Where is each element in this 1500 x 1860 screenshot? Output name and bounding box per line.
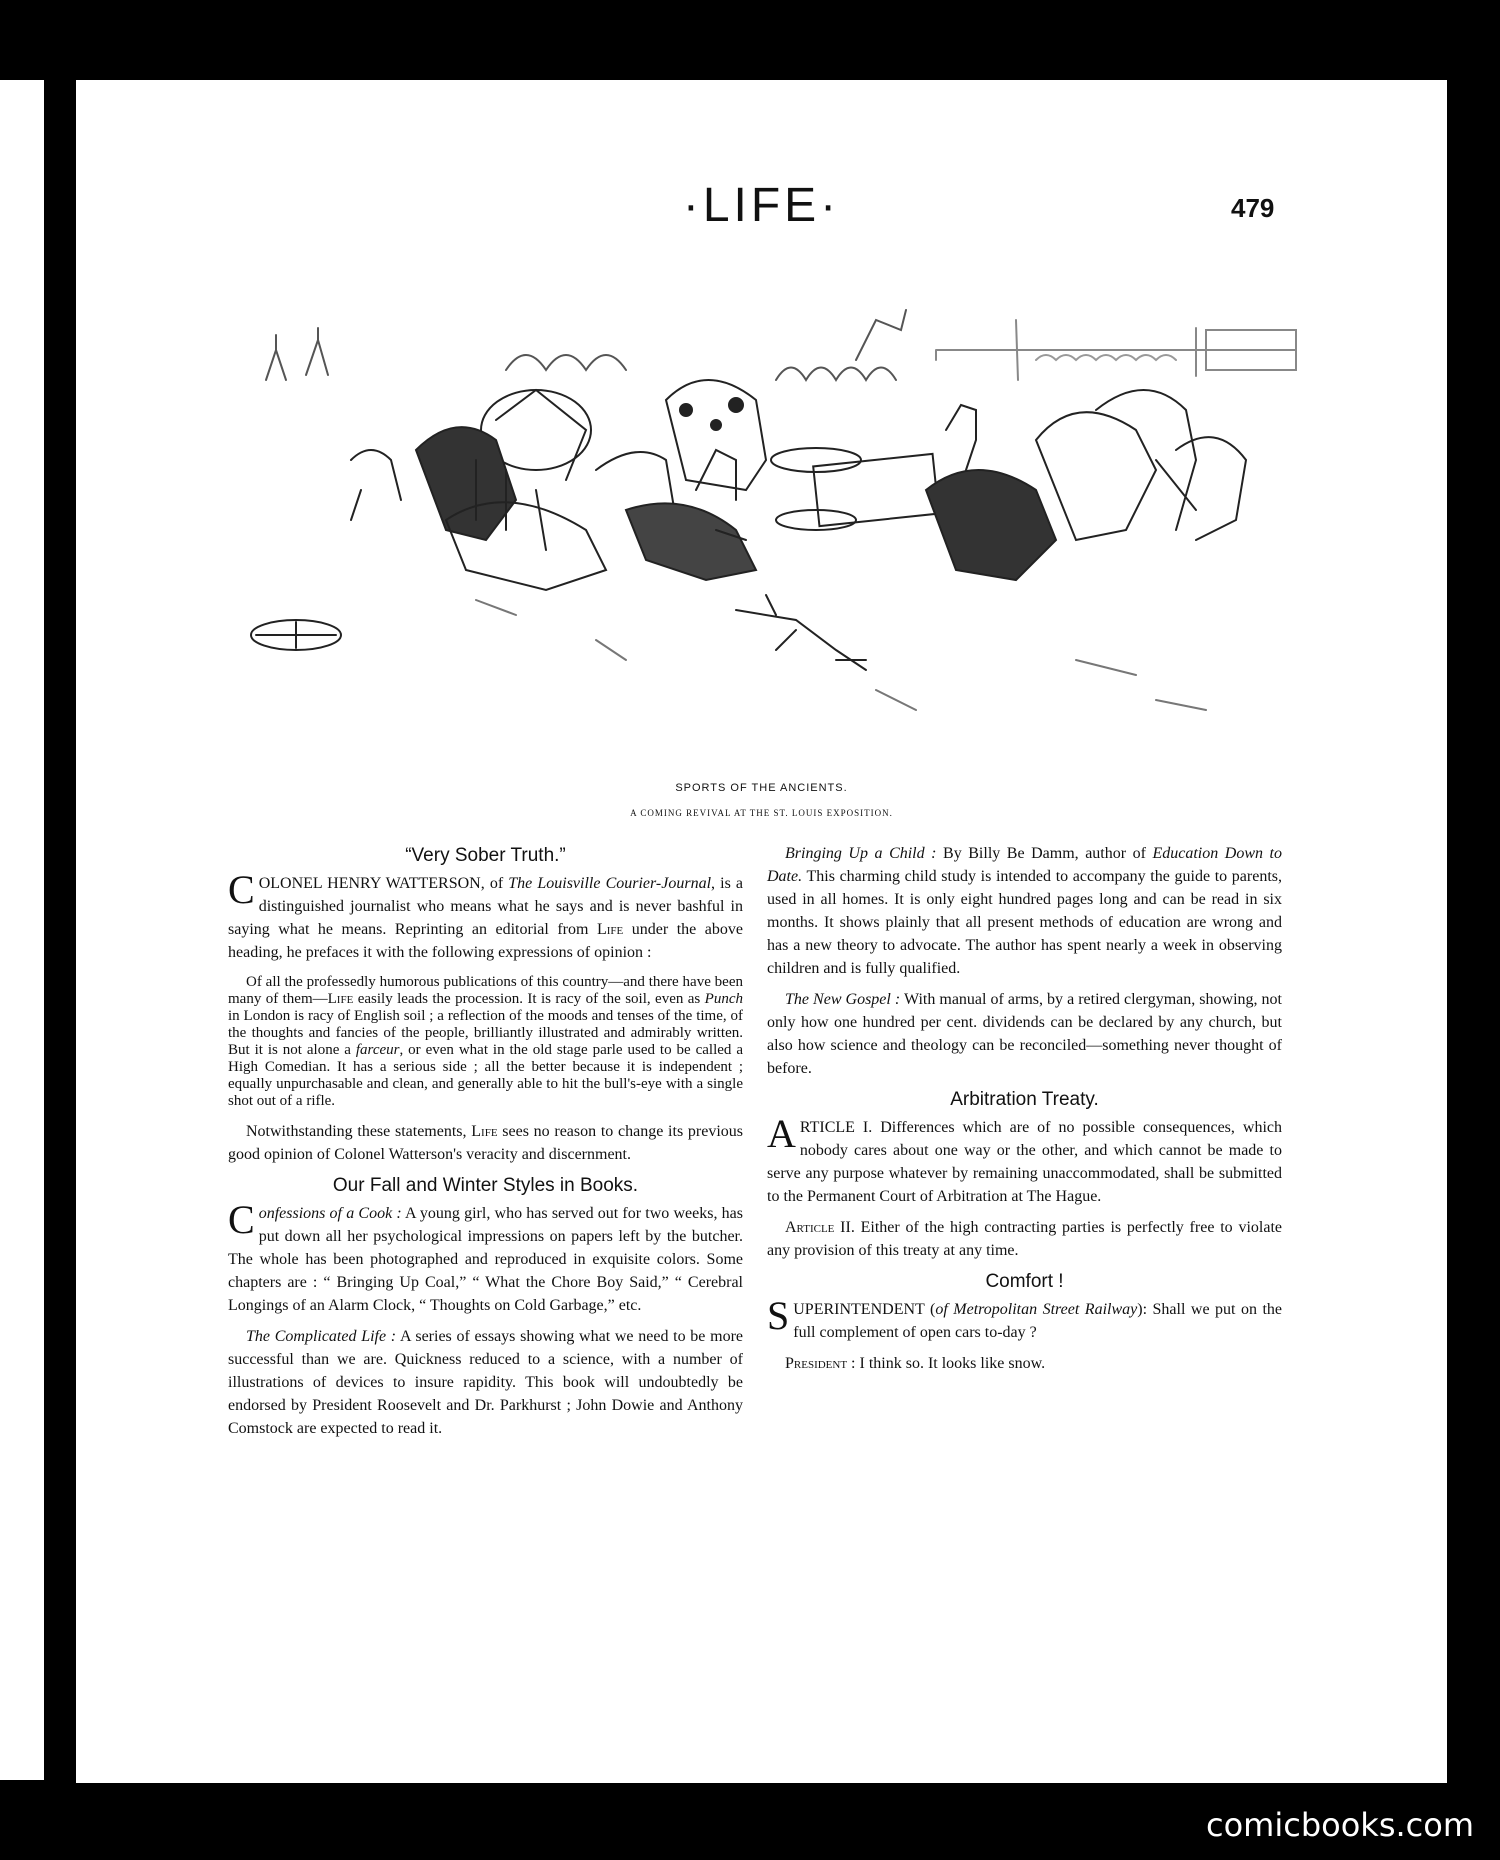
text: UPERINTENDENT ( (793, 1301, 936, 1318)
text: Notwithstanding these statements, (246, 1123, 472, 1140)
publication-name: The Louisville Courier-Journal (508, 875, 712, 892)
text: in London is racy of English soil ; a reflection of the moods and tenses of the time, of the thoughts and fancies of the people, brilliantly illustrated and admirably written. But it is not alone a (228, 1008, 743, 1058)
text: OLONEL HENRY WATTERSON, of (258, 875, 509, 892)
text: easily leads the procession. It is racy of the soil, even as (353, 991, 705, 1007)
text: By Billy Be Damm, author of (936, 845, 1153, 862)
text: With manual of arms, by a retired clergyman, showing, not only how one hundred per cent. dividends can be declared by any church, but also how science and theology can be reconciled—something never thought of before. (767, 991, 1282, 1077)
text: A young girl, who has served out for two weeks, has put down all her psychological impressions on papers left by the butcher. The whole has been photographed and reproduced in exquisite colors. Some chapters are : “ Bringing Up Coal,” “ What the Chore Boy Said,” “ Cerebral Longings of an Alarm Clock, “ Thoughts on Cold Garbage,” etc. (228, 1205, 744, 1314)
sober-truth-paragraph-1 (228, 867, 744, 964)
text: Either of the high contracting parties is perfectly free to violate any provision of this treaty at any time. (767, 1219, 1282, 1259)
dropcap: S (767, 1293, 790, 1338)
comfort-president (767, 1352, 1282, 1375)
illustration-caption-title: SPORTS OF THE ANCIENTS. (675, 782, 848, 794)
magazine-page (76, 80, 1447, 1783)
text: RTICLE I. Differences which are of no possible consequences, which nobody cares about one way or the other, and which cannot be made to serve any purpose whatever by remaining unaccommodated, shall be submitted to the Permanent Court of Arbitration at The Hague. (767, 1119, 1282, 1205)
book-complicated-life (228, 1325, 743, 1440)
article-label: Article II. (785, 1219, 855, 1236)
page-number: 479 (1231, 193, 1275, 223)
book-title: The Complicated Life : (246, 1328, 397, 1345)
life-name: Life (471, 1123, 498, 1140)
right-column (767, 838, 1282, 1383)
previous-page-edge (0, 80, 44, 1780)
text: A series of essays showing what we need to be more successful than we are. Quickness reduced to a science, with a number of illustrations of devices to insure rapidity. This book will undoubtedly be endorsed by President Roosevelt and Dr. Parkhurst ; John Dowie and Anthony Comstock are expected to read it. (228, 1328, 743, 1437)
book-reference: Education Down to Date. (767, 845, 1283, 885)
treaty-article-1 (767, 1111, 1282, 1208)
heading-fall-winter-styles: Our Fall and Winter Styles in Books. (332, 1175, 639, 1196)
dropcap: C (228, 1197, 255, 1242)
text: This charming child study is intended to accompany the guide to parents, used in all homes. It is only eight hundred pages long and can be read in six months. It shows plainly that all present methods of education are wrong and has a new theory to advocate. The author has spent nearly a week in observing children and is fully qualified. (767, 868, 1282, 977)
book-title: onfessions of a Cook : (258, 1205, 402, 1222)
illustration-caption-subtitle: A COMING REVIVAL AT THE ST. LOUIS EXPOSITION. (630, 808, 893, 818)
heading-arbitration-treaty: Arbitration Treaty. (950, 1089, 1099, 1110)
punch-name: Punch (704, 991, 743, 1007)
masthead-title: ·LIFE· (682, 179, 841, 232)
farceur-word: farceur (355, 1042, 400, 1058)
text: I think so. It looks like snow. (855, 1355, 1046, 1372)
heading-very-sober-truth: “Very Sober Truth.” (405, 845, 566, 866)
text: , is a distinguished journalist who means what he says and is never bashful in saying what he means. Reprinting an editorial from (228, 875, 744, 938)
watermark: comicbooks.com (1205, 1806, 1474, 1844)
book-bringing-up-a-child (767, 842, 1282, 980)
sober-truth-paragraph-2 (228, 1120, 743, 1166)
dropcap: A (767, 1111, 796, 1156)
heading-comfort: Comfort ! (985, 1271, 1064, 1292)
book-confessions-of-a-cook (228, 1197, 744, 1317)
speaker-label: President : (785, 1355, 856, 1372)
dropcap: C (228, 867, 255, 912)
sober-truth-quotation (228, 974, 743, 1110)
book-new-gospel (767, 988, 1282, 1080)
text: Of all the professedly humorous publications of this country—and there have been many of them— (228, 974, 743, 1007)
railway-name: of Metropolitan Street Railway (935, 1301, 1138, 1318)
cartoon-illustration (176, 260, 1396, 780)
text: under the above heading, he prefaces it with the following expressions of opinion : (228, 921, 743, 961)
treaty-article-2 (767, 1216, 1282, 1262)
text: ): Shall we put on the full complement of open cars to-day ? (793, 1301, 1283, 1341)
life-name: Life (327, 991, 354, 1007)
text: sees no reason to change its previous good opinion of Colonel Watterson's veracity and discernment. (228, 1123, 744, 1163)
book-title: The New Gospel : (785, 991, 901, 1008)
left-column (228, 838, 743, 1448)
comfort-superintendent (767, 1293, 1283, 1344)
life-name: Life (596, 921, 624, 938)
text: , or even what in the old stage parle used to be called a High Comedian. It has a serious side ; all the better because it is independent ; equally unpurchasable and clean, and generally able to hit the bull's-eye with a single shot out of a rifle. (228, 1042, 744, 1109)
book-title: Bringing Up a Child : (785, 845, 937, 862)
